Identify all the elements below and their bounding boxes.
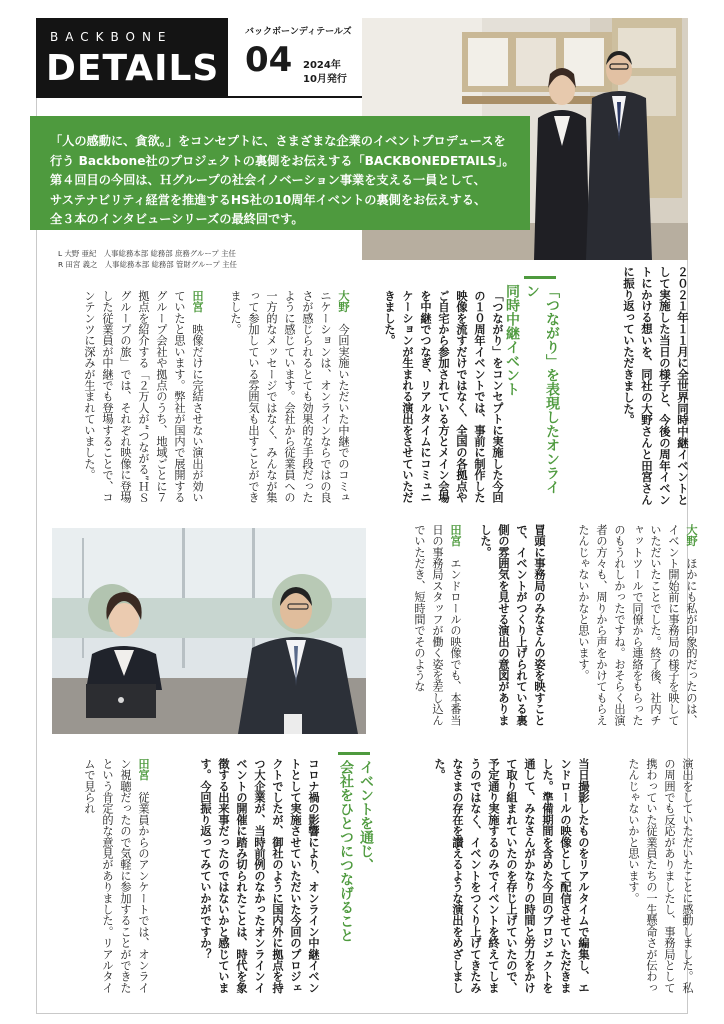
heading2-line1: イベントを通じ、	[358, 760, 374, 872]
speaker-label: 大野	[685, 524, 698, 547]
speaker-label: 大野	[337, 290, 350, 313]
lead-paragraph	[582, 266, 692, 506]
body-text-b3: コロナ禍の影響により、オンライン中継イベントとして実施させていただいた今回のプロジェクトでしたが、御社のように国内外に拠点を持つ大企業が、当時前例のなかったオンラインイベントの開催に踏み切られたことは、時代を象徴する出来事だったのではないかと感じています。今回振り返ってみていかがですか？	[199, 758, 320, 994]
body-text-r4: 映像だけに完結させない演出が効いていたと思います。弊社が国内で展開するグループ会社や拠点のうち、地域ごとに７拠点を紹介する「２万人が“つながる”ＨＳグループの旅」では、それぞれ映像に登場した従業員が中継でも登場することで、コンテンツに深みが生まれていました。	[83, 290, 204, 504]
intro-line: 「人の感動に、貪欲。」をコンセプトに、さまざまな企業のイベントプロデュースを	[50, 134, 506, 148]
interview-photo-image	[52, 528, 366, 734]
masthead-subtitle: バックボーンディテールズ	[245, 27, 352, 37]
body-column-b4	[58, 758, 152, 1004]
speaker-label: 田宮	[137, 758, 150, 781]
heading1-line1: 「つながり」を表現したオンライン	[524, 284, 560, 494]
masthead-logo	[36, 18, 228, 96]
heading2-line2: 会社をひとつにつなげること	[338, 760, 354, 942]
body-column-r4	[60, 290, 206, 504]
issue-number: 04	[245, 40, 293, 80]
speaker-label: 田宮	[449, 524, 462, 547]
body-column-b2	[400, 758, 592, 1004]
speaker-label: 田宮	[191, 290, 204, 313]
lead-text: ２０２１年１１月に全世界同時中継イベントとして実施した当日の様子と、今後の周年イベントにかける想いを、同社の大野さんと田宮さんに振り返っていただきました。	[622, 266, 690, 506]
body-column-m3	[398, 524, 464, 732]
intro-box	[30, 116, 530, 230]
heading1-rule	[524, 276, 556, 279]
body-column-m1	[560, 524, 700, 732]
intro-line: 第４回目の今回は、Ｈグループの社会イノベーション事業を支える一員として、	[50, 173, 486, 187]
section-heading-2	[330, 760, 376, 1006]
body-text-m1: ほかにも私が印象的だったのは、イベント開始前に事務局の様子を映していただいたことでした。終了後、社内チャットツールで同僚から連絡をもらったのもうれしかったですね。おそらく出演者の方々も、周りから声をかけてもらえたんじゃないかなと思います。	[577, 524, 698, 726]
intro-line: 全３本のインタビューシリーズの最終回です。	[50, 212, 304, 226]
body-column-m2	[470, 524, 548, 732]
intro-line: サステナビリティ経営を推進するHS社の10周年イベントの裏側をお伝えする、	[50, 192, 487, 207]
body-column-r3	[226, 290, 352, 504]
section-heading-1	[504, 284, 562, 498]
body-text-b4: 従業員からのアンケートでは、オンライン視聴だったので気軽に参加することができたという肯定的な意見がありました。リアルタイムで見られ	[83, 758, 150, 994]
interview-photo	[52, 528, 366, 734]
body-text-r2: 「つながり」をコンセプトに実施した今回の１０周年イベントでは、事前に制作した映像を流すだけではなく、全国の各拠点やご自宅から参加されている方とメイン会場を中継でつなぎ、リアルタイムにコミュニケーションが生まれる演出をさせていただきました。	[383, 290, 504, 503]
masthead-title: DETAILS	[46, 48, 220, 89]
caption-right: R 田宮 義之 人事総務本部 総務部 管財グループ 主任	[58, 260, 237, 269]
heading1-line2: 同時中継イベント	[504, 284, 520, 396]
intro-line: 行う Backbone社のプロジェクトの裏側をお伝えする「BACKBONEDETAILS」。	[50, 153, 515, 168]
photo-caption	[58, 248, 237, 270]
caption-left: L 大野 亜紀 人事総務本部 総務部 庶務グループ 主任	[58, 249, 236, 258]
masthead-brand: BACKBONE	[50, 30, 173, 44]
body-text-m3: エンドロールの映像でも、本番当日の事務局スタッフが働く姿を差し込んでいただき、短時間でそのような	[413, 524, 462, 726]
body-text-r3: 今回実施いただいた中継でのコミュニケーションは、オンラインならではの良さが感じられるとても効果的な手段だったように感じています。会社から従業員への一方的なメッセージではなく、みんなが集って参加している雰囲気も出すことができました。	[229, 290, 350, 503]
body-column-b3	[156, 758, 322, 1004]
masthead-rule	[36, 96, 376, 98]
body-column-b1	[600, 758, 696, 1004]
body-column-r2	[360, 290, 506, 504]
body-text-b1: 演出をしていただいたことに感動しました。私の周囲でも反応がありましたし、事務局として携わっていた従業員たちの一生懸命さが伝わったんじゃないかと思います。	[627, 758, 694, 994]
issue-year: 2024年	[303, 60, 341, 71]
issue-month: 10月発行	[303, 74, 347, 85]
heading2-rule	[338, 752, 370, 755]
body-text-m2: 冒頭に事務局のみなさんの姿を映すことで、イベントがつくり上げられている裏側の雰囲気を見せる演出の意図がありました。	[479, 524, 546, 726]
body-text-b2: 当日撮影したものをリアルタイムで編集し、エンドロールの映像として配信させていただきました。準備期間を含めた今回のプロジェクトを通して、みなさんがかなりの時間と労力をかけて取り組まれていたのを存じ上げていたので、予定通り実施するのみでイベントを終えてしまうのではなく、イベントをつくり上げてきたみなさまの存在を讃えるような演出をめざしました。	[433, 758, 590, 994]
